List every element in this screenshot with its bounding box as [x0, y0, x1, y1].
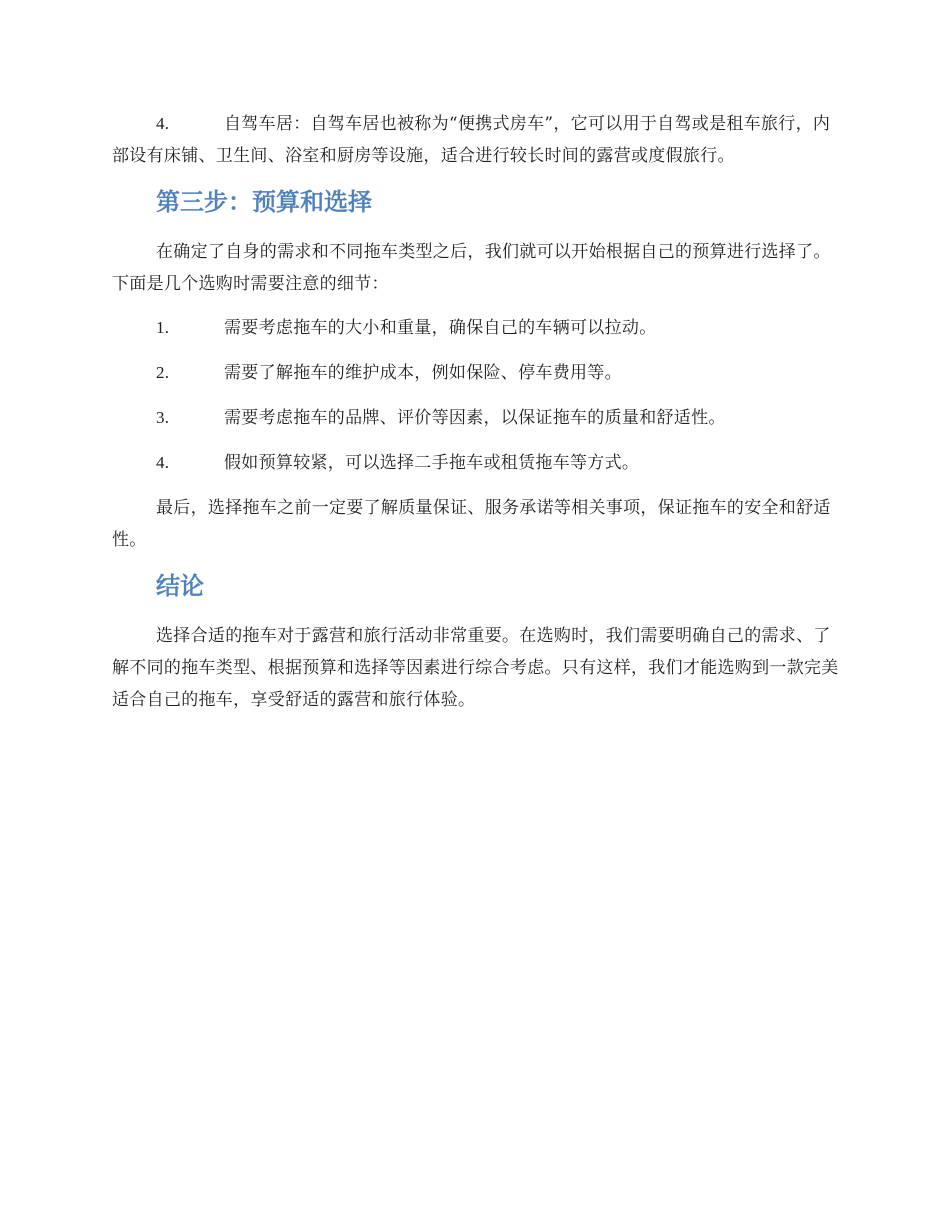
list-number: 4. [156, 114, 170, 133]
list-text: 需要了解拖车的维护成本，例如保险、停车费用等。 [224, 363, 622, 383]
list-text: 需要考虑拖车的品牌、评价等因素，以保证拖车的质量和舒适性。 [224, 408, 726, 428]
list-text: 假如预算较紧，可以选择二手拖车或租赁拖车等方式。 [224, 453, 640, 473]
list-text: 需要考虑拖车的大小和重量，确保自己的车辆可以拉动。 [224, 318, 657, 338]
list-number: 4. [156, 453, 170, 472]
list-item-maintenance [112, 357, 840, 389]
step3-closing-paragraph: 最后，选择拖车之前一定要了解质量保证、服务承诺等相关事项，保证拖车的安全和舒适性。 [112, 498, 831, 550]
list-number: 1. [156, 318, 170, 337]
section-heading-conclusion: 结论 [156, 572, 204, 600]
list-item-brand [112, 402, 840, 434]
list-number: 3. [156, 408, 170, 427]
list-item-size-weight [112, 312, 840, 344]
section-heading-step3: 第三步：预算和选择 [156, 188, 372, 216]
conclusion-paragraph: 选择合适的拖车对于露营和旅行活动非常重要。在选购时，我们需要明确自己的需求、了解不同的拖车类型、根据预算和选择等因素进行综合考虑。只有这样，我们才能选购到一款完美适合自己的拖车，享受舒适的露营和旅行体验。 [112, 626, 839, 710]
list-item-budget [112, 447, 840, 479]
list-text: 自驾车居：自驾车居也被称为“便携式房车”，它可以用于自驾或是租车旅行，内部设有床铺、卫生间、浴室和厨房等设施，适合进行较长时间的露营或度假旅行。 [112, 114, 831, 166]
document-content [112, 108, 840, 728]
list-number: 2. [156, 363, 170, 382]
step3-intro-paragraph: 在确定了自身的需求和不同拖车类型之后，我们就可以开始根据自己的预算进行选择了。下面是几个选购时需要注意的细节： [112, 242, 831, 294]
list-item-camper [112, 108, 840, 172]
